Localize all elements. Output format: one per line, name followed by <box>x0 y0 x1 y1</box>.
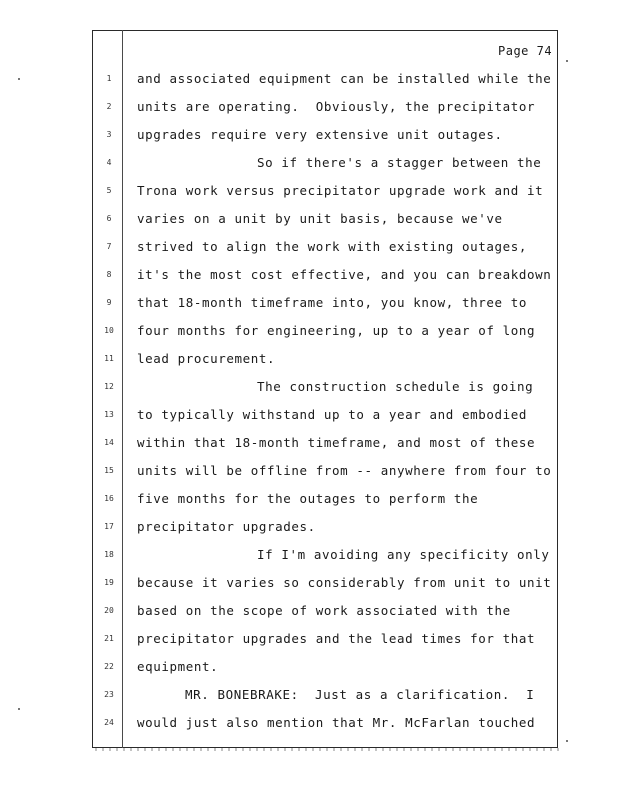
line-number: 23 <box>104 689 114 699</box>
line-number: 17 <box>104 521 114 531</box>
transcript-line <box>100 260 555 288</box>
transcript-line <box>100 232 555 260</box>
line-text: that 18-month timeframe into, you know, three to <box>137 294 528 310</box>
line-number: 7 <box>106 241 112 251</box>
line-number: 22 <box>104 661 114 671</box>
line-number: 21 <box>104 633 114 643</box>
scan-speck <box>566 60 568 62</box>
line-text: units are operating. Obviously, the precipitator <box>137 98 536 114</box>
transcript-line <box>100 372 555 400</box>
scan-speck <box>566 740 568 742</box>
line-number: 12 <box>104 381 114 391</box>
line-text: five months for the outages to perform the <box>137 490 479 506</box>
line-text: precipitator upgrades. <box>137 518 316 534</box>
transcript-line <box>100 288 555 316</box>
transcript-line <box>100 64 555 92</box>
line-number: 8 <box>106 269 112 279</box>
transcript-line <box>100 708 555 736</box>
transcript-lines <box>100 64 555 736</box>
line-text: based on the scope of work associated with the <box>137 602 511 618</box>
transcript-line <box>100 344 555 372</box>
line-text: strived to align the work with existing outages, <box>137 238 528 254</box>
transcript-line <box>100 680 555 708</box>
transcript-line <box>100 540 555 568</box>
line-text: precipitator upgrades and the lead times for that <box>137 630 536 646</box>
line-number: 2 <box>106 101 112 111</box>
transcript-line <box>100 120 555 148</box>
transcript-line <box>100 512 555 540</box>
transcript-line <box>100 148 555 176</box>
line-text: varies on a unit by unit basis, because we've <box>137 210 503 226</box>
line-text: So if there's a stagger between the <box>257 154 542 170</box>
line-text: because it varies so considerably from unit to unit <box>137 574 552 590</box>
transcript-line <box>100 176 555 204</box>
line-number: 13 <box>104 409 114 419</box>
line-text: Trona work versus precipitator upgrade work and it <box>137 182 544 198</box>
line-text: four months for engineering, up to a year of long <box>137 322 536 338</box>
transcript-line <box>100 456 555 484</box>
transcript-line <box>100 596 555 624</box>
page-number: Page 74 <box>498 44 553 58</box>
line-number: 14 <box>104 437 114 447</box>
line-text: and associated equipment can be installed while the <box>137 70 552 86</box>
line-text: upgrades require very extensive unit outages. <box>137 126 503 142</box>
scan-speck <box>18 78 20 80</box>
transcript-line <box>100 400 555 428</box>
transcript-line <box>100 204 555 232</box>
line-number: 15 <box>104 465 114 475</box>
line-number: 4 <box>106 157 112 167</box>
line-text: equipment. <box>137 658 219 674</box>
line-number: 5 <box>106 185 112 195</box>
transcript-line <box>100 484 555 512</box>
line-text: MR. BONEBRAKE: Just as a clarification. I <box>185 686 535 702</box>
scan-artifact-line <box>95 748 560 751</box>
line-text: would just also mention that Mr. McFarlan touched <box>137 714 536 730</box>
transcript-line <box>100 316 555 344</box>
line-text: within that 18-month timeframe, and most of these <box>137 434 536 450</box>
line-number: 24 <box>104 717 114 727</box>
line-number: 20 <box>104 605 114 615</box>
line-number: 10 <box>104 325 114 335</box>
line-number: 11 <box>104 353 114 363</box>
transcript-line <box>100 652 555 680</box>
transcript-line <box>100 428 555 456</box>
transcript-line <box>100 624 555 652</box>
line-text: If I'm avoiding any specificity only <box>257 546 550 562</box>
scan-speck <box>18 708 20 710</box>
line-number: 19 <box>104 577 114 587</box>
line-text: it's the most cost effective, and you can breakdown <box>137 266 552 282</box>
transcript-line <box>100 92 555 120</box>
line-number: 16 <box>104 493 114 503</box>
line-number: 3 <box>106 129 112 139</box>
line-number: 18 <box>104 549 114 559</box>
line-text: The construction schedule is going <box>257 378 534 394</box>
line-text: to typically withstand up to a year and embodied <box>137 406 528 422</box>
line-number: 9 <box>106 297 112 307</box>
line-number: 1 <box>106 73 112 83</box>
line-text: units will be offline from -- anywhere from four to <box>137 462 552 478</box>
transcript-line <box>100 568 555 596</box>
line-text: lead procurement. <box>137 350 276 366</box>
line-number: 6 <box>106 213 112 223</box>
